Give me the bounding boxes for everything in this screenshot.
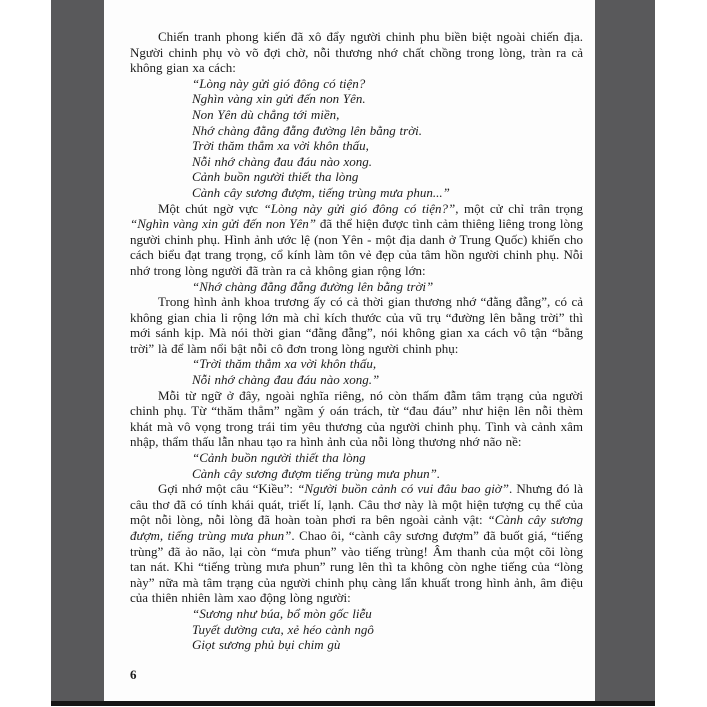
verse-block	[192, 76, 583, 201]
verse-line: Nỗi nhớ chàng đau đáu nào xong.	[192, 153, 373, 169]
paragraph	[130, 201, 583, 279]
verse-line: “Cảnh buồn người thiết tha lòng	[192, 450, 366, 466]
verse-line: Nghìn vàng xin gửi đến non Yên.	[192, 91, 366, 107]
body-text: Một chút ngờ vực	[158, 200, 264, 216]
body-text: Gợi nhớ một câu “Kiều”:	[158, 481, 298, 497]
body-text: , một cử chỉ trân trọng	[455, 200, 584, 216]
inline-quoted-verse: “Cành cây sương đượm, tiếng trùng mưa phun”	[130, 512, 583, 543]
verse-line: Trời thăm thẳm xa vời khôn thấu,	[192, 138, 369, 154]
page-content	[104, 0, 595, 653]
verse-line: Cành cây sương đượm, tiếng trùng mưa phun...”	[192, 184, 450, 200]
verse-line: Cành cây sương đượm tiếng trùng mưa phun”.	[192, 465, 441, 481]
paragraph	[130, 29, 583, 76]
body-text: đã thể hiện được tình cảm thiêng liêng trong lòng người chinh phụ. Hình ảnh ước lệ (non Yên - một địa danh ở Trung Quốc) khiến cho cách biểu đạt trang trọng, cổ kính làm tôn vẻ đẹp của tâm hồn người chinh phụ. Nỗi nhớ trong lòng người đã tràn ra cả không gian rộng lớn:	[130, 216, 584, 278]
scanned-book-photo	[51, 0, 655, 706]
verse-line: Cảnh buồn người thiết tha lòng	[192, 169, 359, 185]
page-number: 6	[130, 667, 137, 682]
verse-line: “Sương như búa, bổ mòn gốc liễu	[192, 605, 372, 621]
paragraph	[130, 294, 583, 356]
verse-line: “Trời thăm thẳm xa vời khôn thấu,	[192, 356, 377, 372]
verse-line: Nỗi nhớ chàng đau đáu nào xong.”	[192, 372, 380, 388]
verse-line: “Nhớ chàng đằng đẵng đường lên bằng trời”	[192, 278, 434, 294]
verse-block	[192, 450, 583, 481]
verse-line: “Lòng này gửi gió đông có tiện?	[192, 75, 366, 91]
page-bottom-edge-shadow	[51, 701, 655, 706]
body-text: . Chao ôi, “cành cây sương đượm” đã buốt giá, “tiếng trùng” đã ảo não, lại còn “mưa phun” vào tiếng trùng! Âm thanh của một cõi lòng tan nát. Khi “tiếng trùng mưa phun” rung lên thì ta không còn nghe tiếng của “lòng này” nữa mà tâm trạng của người chinh phụ càng lẩn khuất trong hình ảnh, âm điệu của thiên nhiên làm xao động lòng người:	[130, 528, 583, 606]
inline-quoted-verse: “Người buồn cảnh có vui đâu bao giờ”	[297, 481, 509, 497]
body-text: Trong hình ảnh khoa trương ấy có cả thời gian thương nhớ “đằng đẵng”, có cả không gian chia li rộng lớn mà chỉ kích thước của vũ trụ “đường lên bằng trời” thì mới sánh kịp. Mà nói thời gian “đằng đẵng”, nói không gian xa cách vô tận “bằng trời” là để làm nổi bật nỗi cô đơn trong lòng người chinh phụ:	[130, 294, 583, 356]
verse-line: Nhớ chàng đằng đẵng đường lên bằng trời.	[192, 122, 423, 138]
verse-block	[192, 606, 583, 653]
verse-block	[192, 356, 583, 387]
paragraph	[130, 388, 583, 450]
inline-quoted-verse: “Nghìn vàng xin gửi đến non Yên”	[130, 216, 316, 232]
verse-block	[192, 279, 583, 295]
verse-line: Non Yên dù chẳng tới miền,	[192, 106, 340, 122]
book-page	[104, 0, 595, 701]
body-text: Mỗi từ ngữ ở đây, ngoài nghĩa riêng, nó còn thấm đẫm tâm trạng của người chinh phụ. Từ “thăm thẳm” ngầm ý oán trách, từ “đau đáu” như hiện lên nỗi thèm khát mà vô vọng trong trái tim yêu thương của người chinh phụ. Tình và cảnh xâm nhập, thẩm thấu lẫn nhau tạo ra hình ảnh của nỗi lòng thương nhớ não nề:	[130, 387, 583, 450]
verse-line: Giọt sương phủ bụi chim gù	[192, 637, 341, 653]
body-text: Chiến tranh phong kiến đã xô đẩy người chinh phu biền biệt ngoài chiến địa. Người chinh phụ vò võ đợi chờ, nỗi thương nhớ chất chồng trong lòng, tràn ra cả không gian xa cách:	[130, 29, 583, 76]
body-text: . Nhưng đó là câu thơ đã có tính khái quát, triết lí, lạnh. Câu thơ này là một hiện tượng cụ thể của một nỗi lòng, nỗi lòng đã hoàn toàn phơi ra bên ngoài cảnh vật:	[130, 481, 583, 528]
verse-line: Tuyết dường cưa, xẻ héo cành ngô	[192, 621, 374, 637]
inline-quoted-verse: “Lòng này gửi gió đông có tiện?”	[263, 200, 456, 216]
paragraph	[130, 481, 583, 606]
